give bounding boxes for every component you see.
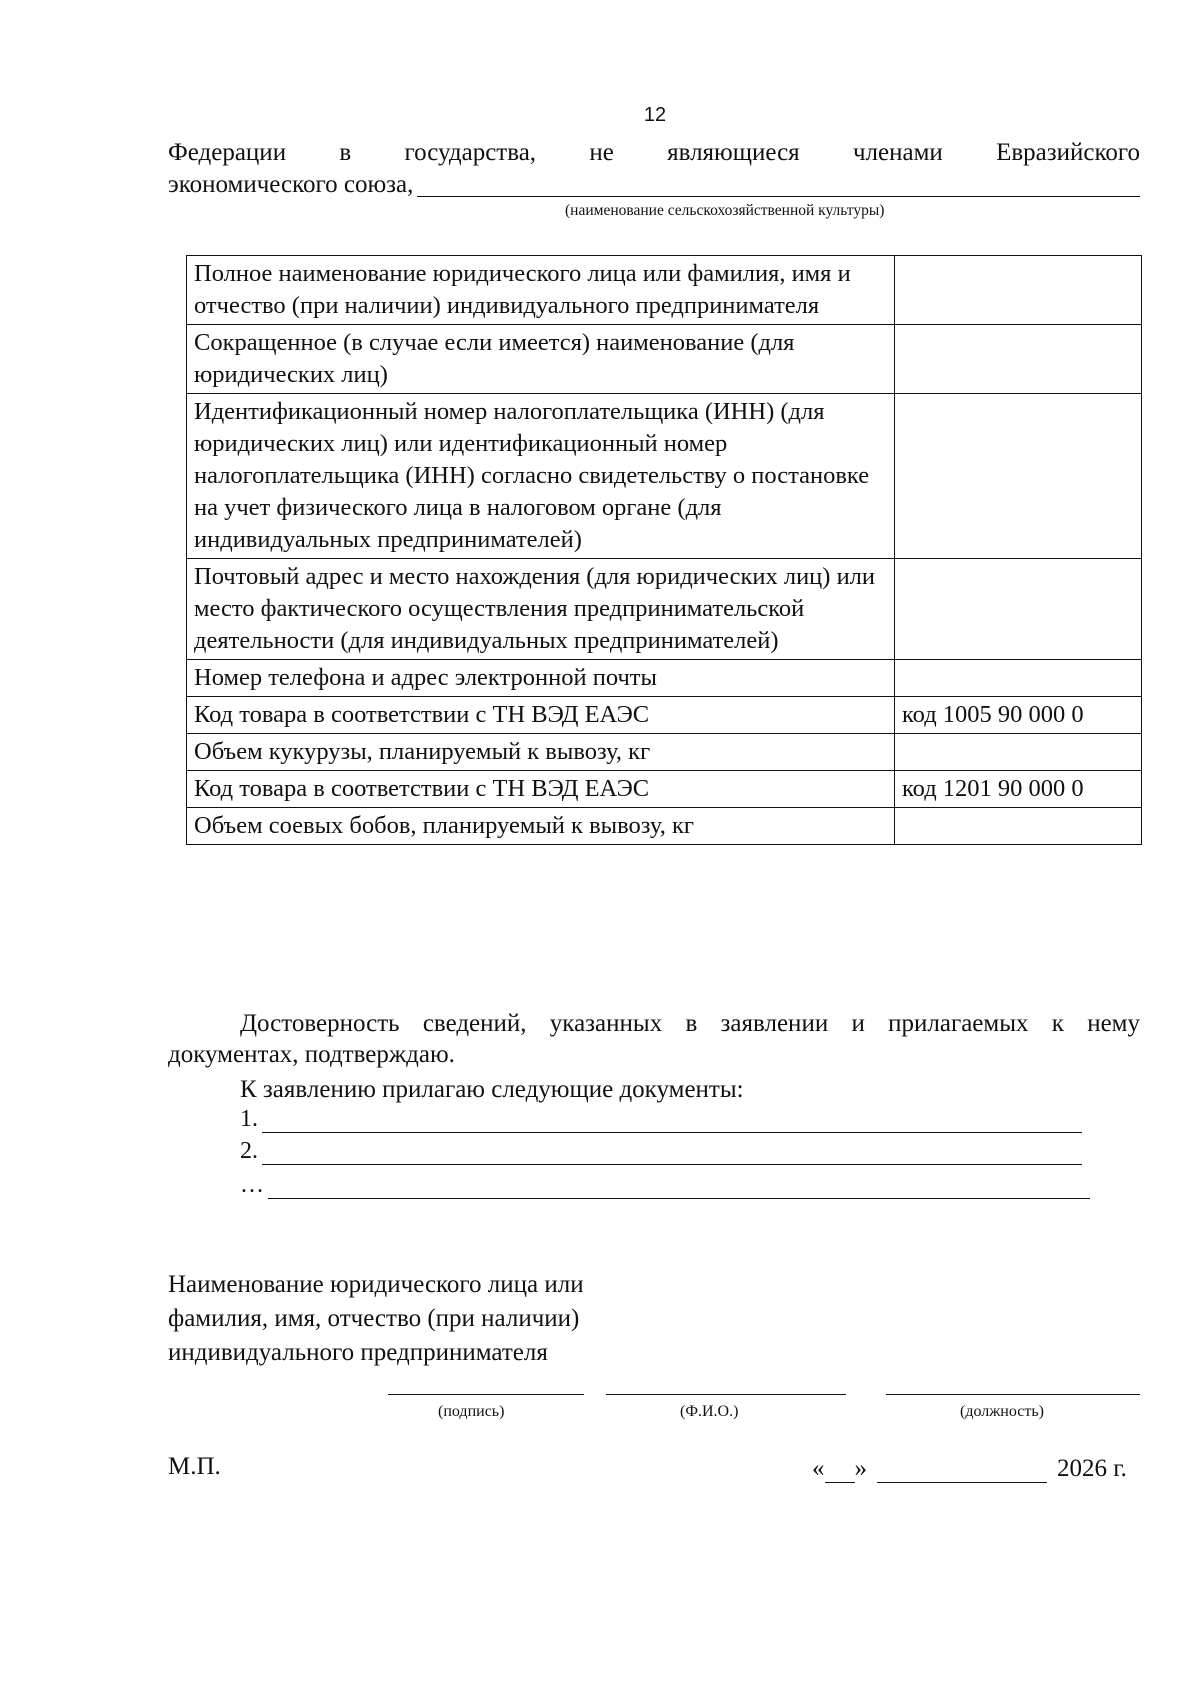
row-label: Идентификационный номер налогоплательщика (ИНН) (для юридических лиц) или идентификационный номер налогоплательщика (ИНН) согласно свидетельству о постановке на учет физического лица в налоговом органе (для индивидуальных предпринимателей): [187, 394, 895, 559]
attachment-number: 2.: [240, 1138, 258, 1164]
intro-line-2-text: экономического союза,: [168, 171, 414, 198]
intro-word: государства,: [404, 139, 537, 166]
signature-line[interactable]: [388, 1394, 584, 1395]
row-value: код 1005 90 000 0: [895, 697, 1142, 734]
attachments-intro: К заявлению прилагаю следующие документы:: [240, 1076, 744, 1103]
row-label: Номер телефона и адрес электронной почты: [187, 660, 895, 697]
signature-caption: (подпись): [438, 1403, 505, 1420]
intro-word: не: [589, 139, 614, 166]
table-row: [187, 771, 1142, 808]
intro-word: в: [339, 139, 352, 166]
intro-word: являющиеся: [667, 139, 800, 166]
row-value[interactable]: [895, 559, 1142, 660]
row-label: Почтовый адрес и место нахождения (для юридических лиц) или место фактического осуществления предпринимательской деятельности (для индивидуальных предпринимателей): [187, 559, 895, 660]
culture-caption: (наименование сельскохозяйственной культуры): [565, 202, 885, 219]
row-value[interactable]: [895, 808, 1142, 845]
declaration-paragraph: Достоверность сведений, указанных в заявлении и прилагаемых к нему документах, подтверждаю.: [168, 1010, 1140, 1068]
row-value[interactable]: [895, 394, 1142, 559]
row-label: Код товара в соответствии с ТН ВЭД ЕАЭС: [187, 697, 895, 734]
row-value[interactable]: [895, 325, 1142, 394]
table-row: [187, 325, 1142, 394]
row-value[interactable]: [895, 660, 1142, 697]
attachment-number: …: [240, 1172, 264, 1198]
row-value: код 1201 90 000 0: [895, 771, 1142, 808]
applicant-info-table: [186, 255, 1142, 845]
full-name-caption: (Ф.И.О.): [680, 1403, 739, 1420]
day-blank[interactable]: [825, 1460, 855, 1483]
table-row: [187, 559, 1142, 660]
row-label: Объем кукурузы, планируемый к вывозу, кг: [187, 734, 895, 771]
position-line[interactable]: [886, 1394, 1140, 1395]
intro-line-1: [168, 137, 1140, 169]
culture-name-blank[interactable]: [417, 172, 1140, 197]
attachment-blank[interactable]: [262, 1142, 1082, 1165]
intro-word: Федерации: [168, 139, 287, 166]
attachment-number: 1.: [240, 1106, 258, 1132]
row-label: Полное наименование юридического лица или фамилия, имя и отчество (при наличии) индивидуального предпринимателя: [187, 256, 895, 325]
table-row: [187, 394, 1142, 559]
month-blank[interactable]: [877, 1460, 1047, 1483]
attachment-blank[interactable]: [262, 1110, 1082, 1133]
row-value[interactable]: [895, 256, 1142, 325]
year-text: 2026 г.: [1057, 1455, 1127, 1482]
row-label: Сокращенное (в случае если имеется) наименование (для юридических лиц): [187, 325, 895, 394]
row-label: Код товара в соответствии с ТН ВЭД ЕАЭС: [187, 771, 895, 808]
attachment-blank[interactable]: [268, 1176, 1090, 1199]
full-name-line[interactable]: [606, 1394, 846, 1395]
intro-word: членами: [852, 139, 943, 166]
signer-label: Наименование юридического лица или фамилия, имя, отчество (при наличии) индивидуального предпринимателя: [168, 1271, 584, 1366]
page-number: 12: [643, 104, 667, 126]
date-line: [812, 1455, 1127, 1483]
table-row: [187, 808, 1142, 845]
row-value[interactable]: [895, 734, 1142, 771]
attachment-line-2: [240, 1138, 1082, 1165]
attachment-line-1: [240, 1106, 1082, 1133]
row-label: Объем соевых бобов, планируемый к вывозу, кг: [187, 808, 895, 845]
attachment-line-more: [240, 1172, 1090, 1199]
table-row: [187, 256, 1142, 325]
quote-close: »: [854, 1455, 867, 1482]
quote-open: «: [812, 1455, 825, 1482]
table-row: [187, 734, 1142, 771]
position-caption: (должность): [960, 1403, 1044, 1420]
intro-line-2: [168, 169, 1140, 201]
intro-word: Евразийского: [996, 139, 1140, 166]
table-row: [187, 697, 1142, 734]
stamp-label: М.П.: [168, 1453, 221, 1480]
table-row: [187, 660, 1142, 697]
